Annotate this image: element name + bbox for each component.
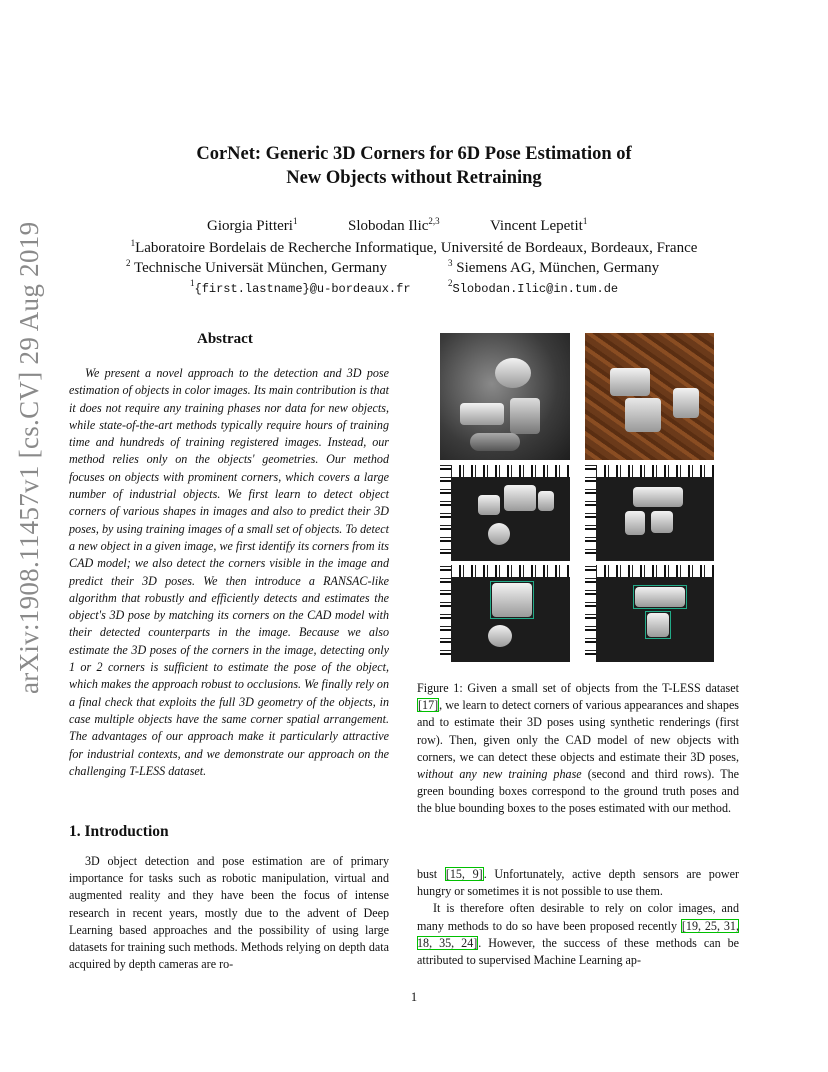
- author-3: Vincent Lepetit$^1$: [490, 216, 588, 234]
- figure-image-real-2: [585, 465, 714, 561]
- affiliation-3: $^3$ Siemens AG, München, Germany: [448, 258, 660, 276]
- figure-image-real-1: [440, 465, 570, 561]
- affiliation-1: $^1$Laboratoire Bordelais de Recherche Informatique, Université de Bordeaux, Bordeaux, France: [130, 238, 698, 256]
- figure-image-synthetic-1: [440, 333, 570, 460]
- citation-link[interactable]: [19, 25, 31, 18, 35, 24]: [417, 918, 739, 950]
- abstract-text: We present a novel approach to the detection and 3D pose estimation of objects in color images. Its main contribution is that it does not require any training phases nor data for new objects, while state-of-the-art methods typically require hours of training time and hundreds of training registered images. Instead, our method relies only on the objects' geometries. Our method focuses on objects with prominent corners, which covers a large number of industrial objects. We first learn to detect object corners of various shapes in images and also to predict their 3D poses, by using training images of a small set of objects. To detect a new object in a given image, we first identify its corners from its CAD model; we also detect the corners visible in the image and predict their 3D poses. We then introduce a RANSAC-like algorithm that robustly and efficiently detects and estimates the object's 3D pose by matching its corners on the CAD model with their detected counterparts in the image. Because we also estimate the 3D poses of the corners in the image, detecting only 1 or 2 corners is sufficient to estimate the pose of the object, which makes the approach robust to occlusions. We finally rely on a final check that exploits the full 3D geometry of the objects, in case multiple objects have the same corner spatial arrangement. The advantages of our approach make it particularly attractive for industrial contexts, and we demonstrate our approach on the challenging T-LESS dataset.: [69, 366, 389, 778]
- author-2: Slobodan Ilic$^{2,3}$: [348, 216, 440, 234]
- author-1: Giorgia Pitteri$^1$: [207, 216, 298, 234]
- title-line-1: CorNet: Generic 3D Corners for 6D Pose Estimation of: [196, 144, 632, 164]
- section-heading-introduction: 1. Introduction: [69, 823, 169, 840]
- figure-image-real-4: [585, 565, 714, 662]
- paper-title: [0, 142, 828, 190]
- figure-image-synthetic-2: [585, 333, 714, 460]
- citation-link[interactable]: [17]: [418, 698, 439, 713]
- arxiv-stamp: arXiv:1908.11457v1 [cs.CV] 29 Aug 2019: [14, 221, 44, 694]
- abstract-heading: Abstract: [197, 331, 253, 347]
- title-line-2: New Objects without Retraining: [286, 168, 542, 188]
- page-number: 1: [410, 990, 418, 1004]
- affiliation-2: $^2$ Technische Universät München, Germany: [126, 258, 388, 276]
- email-2: $^2$Slobodan.Ilic@in.tum.de: [448, 278, 619, 296]
- figure-image-real-3: [440, 565, 570, 662]
- email-1: $^1${first.lastname}@u-bordeaux.fr: [190, 278, 411, 296]
- citation-link[interactable]: [15, 9]: [445, 867, 483, 881]
- figure-caption: Figure 1: Given a small set of objects from the T-LESS dataset [17], we learn to detect corners of various appearances and shapes and to estimate their 3D poses using synthetic renderings (first row). Then, given only the CAD model of new objects with corners, we can detect these objects and estimate their 3D poses, without any new training phase (second and third rows). The green bounding boxes correspond to the ground truth poses and the blue bounding boxes to the poses estimated with our method.: [417, 681, 740, 816]
- intro-paragraph-2: bust [15, 9]. Unfortunately, active depth sensors are power hungry or sometimes it is not possible to use them. It is therefore often desirable to rely on color images, and many methods to do so have been proposed recently [19, 25, 31, 18, 35, 24]. However, the success of these methods can be attributed to supervised Machine Learning ap-: [417, 867, 739, 968]
- intro-paragraph-1: 3D object detection and pose estimation are of primary importance for tasks such as robotic manipulation, virtual and augmented reality and they have been the focus of intense research in recent years, mostly due to the advent of Deep Learning based approaches and the possibility of using large datasets for training such methods. Methods relying on depth data acquired by depth cameras are ro-: [69, 854, 389, 972]
